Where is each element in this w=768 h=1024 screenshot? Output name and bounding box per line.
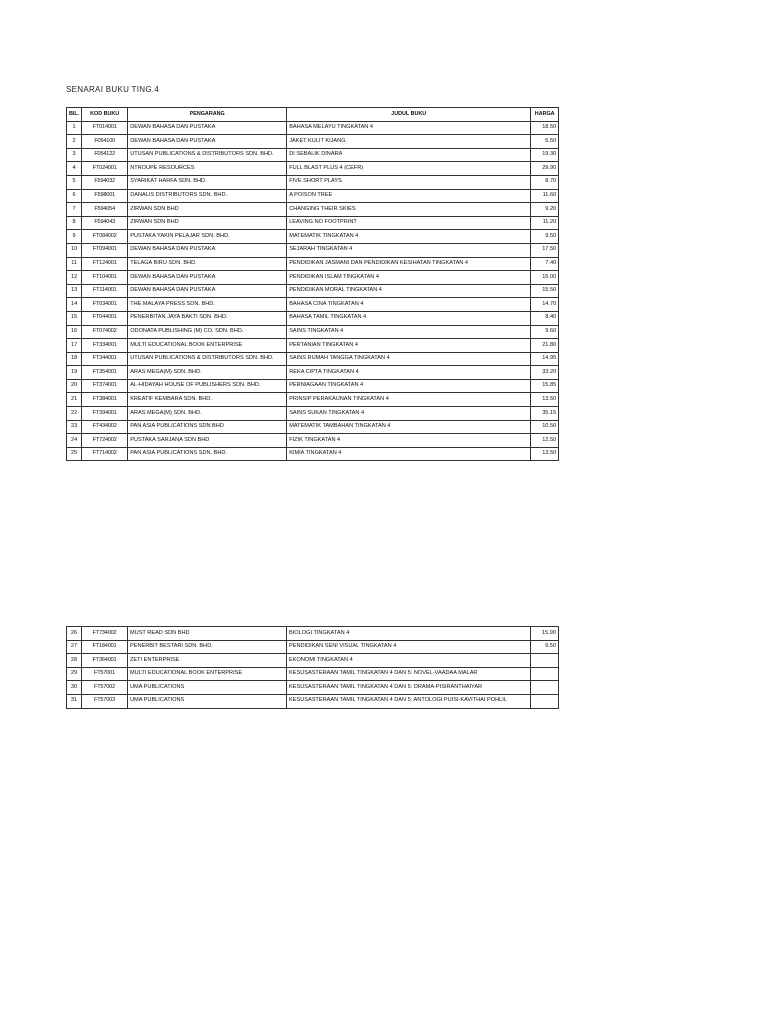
cell-bil: 7	[67, 203, 82, 217]
table-row	[67, 447, 559, 461]
cell-harga	[531, 667, 559, 681]
cell-judul-buku: PENDIDIKAN MORAL TINGKATAN 4	[287, 284, 531, 298]
book-list-table-1	[66, 107, 559, 461]
cell-judul-buku: BAHASA MELAYU TINGKATAN 4	[287, 121, 531, 135]
cell-pengarang: MULTI EDUCATIONAL BOOK ENTERPRISE	[128, 339, 287, 353]
cell-bil: 30	[67, 681, 82, 695]
cell-harga: 18.50	[531, 121, 559, 135]
cell-harga: 9.50	[531, 230, 559, 244]
cell-pengarang: AL-HIDAYAH HOUSE OF PUBLISHERS SDN. BHD.	[128, 379, 287, 393]
header-harga: HARGA	[531, 108, 559, 122]
table-row	[67, 627, 559, 641]
table-row	[67, 379, 559, 393]
cell-bil: 28	[67, 654, 82, 668]
table-row	[67, 352, 559, 366]
cell-kod-buku: FT394001	[82, 407, 128, 421]
cell-kod-buku: FT384001	[82, 393, 128, 407]
cell-bil: 11	[67, 257, 82, 271]
cell-pengarang: DEWAN BAHASA DAN PUSTAKA	[128, 135, 287, 149]
cell-judul-buku: PRINSIP PERAKAUNAN TINGKATAN 4	[287, 393, 531, 407]
cell-harga: 33.20	[531, 366, 559, 380]
cell-kod-buku: FT094001	[82, 243, 128, 257]
cell-bil: 4	[67, 162, 82, 176]
cell-pengarang: ARAS MEGA(M) SDN. BHD.	[128, 407, 287, 421]
cell-judul-buku: PENDIDIKAN ISLAM TINGKATAN 4	[287, 271, 531, 285]
cell-kod-buku: FT57003	[82, 694, 128, 708]
cell-pengarang: PUSTAKA YAKIN PELAJAR SDN. BHD.	[128, 230, 287, 244]
cell-pengarang: ZIRWAN SDN BHD	[128, 203, 287, 217]
cell-judul-buku: FIVE SHORT PLAYS	[287, 175, 531, 189]
cell-harga	[531, 654, 559, 668]
cell-judul-buku: FIZIK TINGKATAN 4	[287, 434, 531, 448]
cell-harga: 14.95	[531, 352, 559, 366]
cell-pengarang: KREATIF KEMBARA SDN. BHD.	[128, 393, 287, 407]
cell-judul-buku: JAKET KULIT KIJANG	[287, 135, 531, 149]
cell-harga: 8.70	[531, 175, 559, 189]
cell-kod-buku: F054100	[82, 135, 128, 149]
cell-pengarang: MUST READ SDN BHD	[128, 627, 287, 641]
cell-kod-buku: FT724002	[82, 434, 128, 448]
cell-harga: 10.50	[531, 420, 559, 434]
cell-pengarang: PAN ASIA PUBLICATIONS SDN. BHD.	[128, 447, 287, 461]
cell-kod-buku: F598001	[82, 189, 128, 203]
cell-judul-buku: PENDIDIKAN JASMANI DAN PENDIDIKAN KESIHATAN TINGKATAN 4	[287, 257, 531, 271]
cell-pengarang: UMA PUBLICATIONS	[128, 681, 287, 695]
cell-bil: 16	[67, 325, 82, 339]
cell-pengarang: UMA PUBLICATIONS	[128, 694, 287, 708]
cell-judul-buku: PERTANIAN TINGKATAN 4	[287, 339, 531, 353]
cell-bil: 13	[67, 284, 82, 298]
cell-harga: 35.15	[531, 407, 559, 421]
table-row	[67, 339, 559, 353]
cell-judul-buku: MATEMATIK TAMBAHAN TINGKATAN 4	[287, 420, 531, 434]
cell-pengarang: DEWAN BAHASA DAN PUSTAKA	[128, 284, 287, 298]
cell-pengarang: DEWAN BAHASA DAN PUSTAKA	[128, 121, 287, 135]
cell-bil: 1	[67, 121, 82, 135]
cell-pengarang: NTROUPE RESOURCES	[128, 162, 287, 176]
document-title: SENARAI BUKU TING.4	[66, 85, 160, 94]
cell-kod-buku: FT184001	[82, 640, 128, 654]
cell-judul-buku: KESUSASTERAAN TAMIL TINGKATAN 4 DAN 5: NOVEL-VAADAA MALAR	[287, 667, 531, 681]
header-judul-buku: JUDUL BUKU	[287, 108, 531, 122]
cell-pengarang: TELAGA BIRU SDN. BHD.	[128, 257, 287, 271]
cell-pengarang: ODONATA PUBLISHING (M) CO. SDN. BHD.	[128, 325, 287, 339]
cell-harga: 15.00	[531, 271, 559, 285]
cell-harga	[531, 681, 559, 695]
cell-pengarang: PAN ASIA PUBLICATIONS SDN BHD	[128, 420, 287, 434]
cell-judul-buku: BAHASA TAMIL TINGKATAN 4	[287, 311, 531, 325]
cell-judul-buku: CHANGING THEIR SKIES	[287, 203, 531, 217]
cell-kod-buku: F594054	[82, 203, 128, 217]
table-row	[67, 162, 559, 176]
table-row	[67, 135, 559, 149]
table-row	[67, 420, 559, 434]
cell-pengarang: DEWAN BAHASA DAN PUSTAKA	[128, 243, 287, 257]
cell-kod-buku: FT014001	[82, 121, 128, 135]
cell-kod-buku: FT084002	[82, 230, 128, 244]
table-row	[67, 189, 559, 203]
cell-harga: 8.40	[531, 311, 559, 325]
cell-harga: 12.50	[531, 434, 559, 448]
cell-bil: 17	[67, 339, 82, 353]
cell-kod-buku: FT354001	[82, 366, 128, 380]
cell-kod-buku: FT434002	[82, 420, 128, 434]
cell-judul-buku: BAHASA CINA TINGKATAN 4	[287, 298, 531, 312]
cell-pengarang: PENERBIT BESTARI SDN. BHD.	[128, 640, 287, 654]
cell-judul-buku: PENDIDIKAN SENI VISUAL TINGKATAN 4	[287, 640, 531, 654]
cell-pengarang: ARAS MEGA(M) SDN. BHD.	[128, 366, 287, 380]
cell-bil: 2	[67, 135, 82, 149]
table-row	[67, 203, 559, 217]
table-row	[67, 243, 559, 257]
cell-bil: 5	[67, 175, 82, 189]
cell-judul-buku: DI SEBALIK DINARA	[287, 148, 531, 162]
cell-kod-buku: FT114001	[82, 284, 128, 298]
cell-pengarang: DEWAN BAHASA DAN PUSTAKA	[128, 271, 287, 285]
cell-kod-buku: FT714002	[82, 447, 128, 461]
table-row	[67, 271, 559, 285]
cell-judul-buku: KESUSASTERAAN TAMIL TINGKATAN 4 DAN 5: ANTOLOGI PUISI-KAVITHAI POHLIL	[287, 694, 531, 708]
cell-harga: 5.50	[531, 135, 559, 149]
cell-kod-buku: FT044001	[82, 311, 128, 325]
table-row	[67, 311, 559, 325]
cell-harga: 11.60	[531, 189, 559, 203]
table-row	[67, 325, 559, 339]
table-row	[67, 257, 559, 271]
cell-kod-buku: F054122	[82, 148, 128, 162]
cell-kod-buku: FT104001	[82, 271, 128, 285]
cell-pengarang: ZETI ENTERPRISE	[128, 654, 287, 668]
table-row	[67, 148, 559, 162]
cell-harga: 14.70	[531, 298, 559, 312]
cell-pengarang: UTUSAN PUBLICATIONS & DISTRIBUTORS SDN. BHD.	[128, 352, 287, 366]
cell-harga: 9.20	[531, 203, 559, 217]
book-list-table-2	[66, 626, 559, 709]
cell-bil: 8	[67, 216, 82, 230]
cell-pengarang: THE MALAYA PRESS SDN. BHD.	[128, 298, 287, 312]
cell-bil: 15	[67, 311, 82, 325]
cell-kod-buku: FT034001	[82, 298, 128, 312]
cell-bil: 26	[67, 627, 82, 641]
cell-pengarang: ZIRWAN SDN BHD	[128, 216, 287, 230]
cell-kod-buku: F594032	[82, 175, 128, 189]
cell-kod-buku: FT344001	[82, 352, 128, 366]
header-bil: BIL.	[67, 108, 82, 122]
cell-harga: 15.50	[531, 284, 559, 298]
cell-pengarang: UTUSAN PUBLICATIONS & DISTRIBUTORS SDN. BHD.	[128, 148, 287, 162]
cell-bil: 9	[67, 230, 82, 244]
cell-bil: 25	[67, 447, 82, 461]
cell-kod-buku: FT334001	[82, 339, 128, 353]
cell-bil: 19	[67, 366, 82, 380]
cell-kod-buku: FT124001	[82, 257, 128, 271]
table-row	[67, 434, 559, 448]
cell-bil: 18	[67, 352, 82, 366]
cell-pengarang: MULTI EDUCATIONAL BOOK ENTERPRISE	[128, 667, 287, 681]
cell-bil: 29	[67, 667, 82, 681]
cell-judul-buku: SEJARAH TINGKATAN 4	[287, 243, 531, 257]
cell-bil: 31	[67, 694, 82, 708]
table-row	[67, 407, 559, 421]
cell-bil: 12	[67, 271, 82, 285]
table-row	[67, 681, 559, 695]
table-row	[67, 121, 559, 135]
cell-kod-buku: F594043	[82, 216, 128, 230]
header-pengarang: PENGARANG	[128, 108, 287, 122]
cell-kod-buku: FT024001	[82, 162, 128, 176]
table-row	[67, 393, 559, 407]
table-row	[67, 640, 559, 654]
cell-kod-buku: FT364001	[82, 654, 128, 668]
cell-judul-buku: MATEMATIK TINGKATAN 4	[287, 230, 531, 244]
cell-harga: 11.20	[531, 216, 559, 230]
table-row	[67, 298, 559, 312]
cell-kod-buku: FT734002	[82, 627, 128, 641]
cell-harga: 13.50	[531, 447, 559, 461]
cell-kod-buku: FT374001	[82, 379, 128, 393]
cell-pengarang: PUSTAKA SARJANA SDN BHD	[128, 434, 287, 448]
cell-harga: 29.90	[531, 162, 559, 176]
header-kod-buku: KOD BUKU	[82, 108, 128, 122]
cell-harga: 15.90	[531, 627, 559, 641]
cell-harga: 9.50	[531, 640, 559, 654]
cell-harga: 21.80	[531, 339, 559, 353]
cell-pengarang: PENERBITAN JAYA BAKTI SDN. BHD.	[128, 311, 287, 325]
cell-judul-buku: BIOLOGI TINGKATAN 4	[287, 627, 531, 641]
table-row	[67, 694, 559, 708]
cell-judul-buku: A POISON TREE	[287, 189, 531, 203]
cell-harga: 15.85	[531, 379, 559, 393]
table-header-row	[67, 108, 559, 122]
cell-bil: 21	[67, 393, 82, 407]
cell-judul-buku: PERNIAGAAN TINGKATAN 4	[287, 379, 531, 393]
cell-bil: 6	[67, 189, 82, 203]
table-row	[67, 654, 559, 668]
cell-judul-buku: SAINS TINGKATAN 4	[287, 325, 531, 339]
cell-bil: 22	[67, 407, 82, 421]
cell-judul-buku: LEAVING NO FOOTPRINT	[287, 216, 531, 230]
cell-harga: 19.30	[531, 148, 559, 162]
cell-judul-buku: SAINS RUMAH TANGGA TINGKATAN 4	[287, 352, 531, 366]
table-row	[67, 366, 559, 380]
cell-harga: 17.50	[531, 243, 559, 257]
cell-kod-buku: FT074002	[82, 325, 128, 339]
cell-bil: 3	[67, 148, 82, 162]
cell-harga: 13.50	[531, 393, 559, 407]
cell-pengarang: SYARIKAT HARFA SDN. BHD.	[128, 175, 287, 189]
cell-judul-buku: REKA CIPTA TINGKATAN 4	[287, 366, 531, 380]
cell-judul-buku: KIMIA TINGKATAN 4	[287, 447, 531, 461]
cell-judul-buku: SAINS SUKAN TINGKATAN 4	[287, 407, 531, 421]
cell-bil: 27	[67, 640, 82, 654]
cell-bil: 23	[67, 420, 82, 434]
cell-bil: 14	[67, 298, 82, 312]
table-row	[67, 284, 559, 298]
table-row	[67, 216, 559, 230]
cell-judul-buku: FULL BLAST PLUS 4 (CEFR)	[287, 162, 531, 176]
cell-pengarang: DANALIS DISTRIBUTORS SDN. BHD.	[128, 189, 287, 203]
cell-judul-buku: KESUSASTERAAN TAMIL TINGKATAN 4 DAN 5: DRAMA-PISIRANTHAIYAR	[287, 681, 531, 695]
table-row	[67, 175, 559, 189]
table-row	[67, 230, 559, 244]
cell-harga: 9.60	[531, 325, 559, 339]
cell-kod-buku: FT57002	[82, 681, 128, 695]
cell-kod-buku: FT57001	[82, 667, 128, 681]
cell-harga	[531, 694, 559, 708]
cell-bil: 20	[67, 379, 82, 393]
cell-harga: 7.40	[531, 257, 559, 271]
table-row	[67, 667, 559, 681]
cell-judul-buku: EKONOMI TINGKATAN 4	[287, 654, 531, 668]
cell-bil: 24	[67, 434, 82, 448]
cell-bil: 10	[67, 243, 82, 257]
